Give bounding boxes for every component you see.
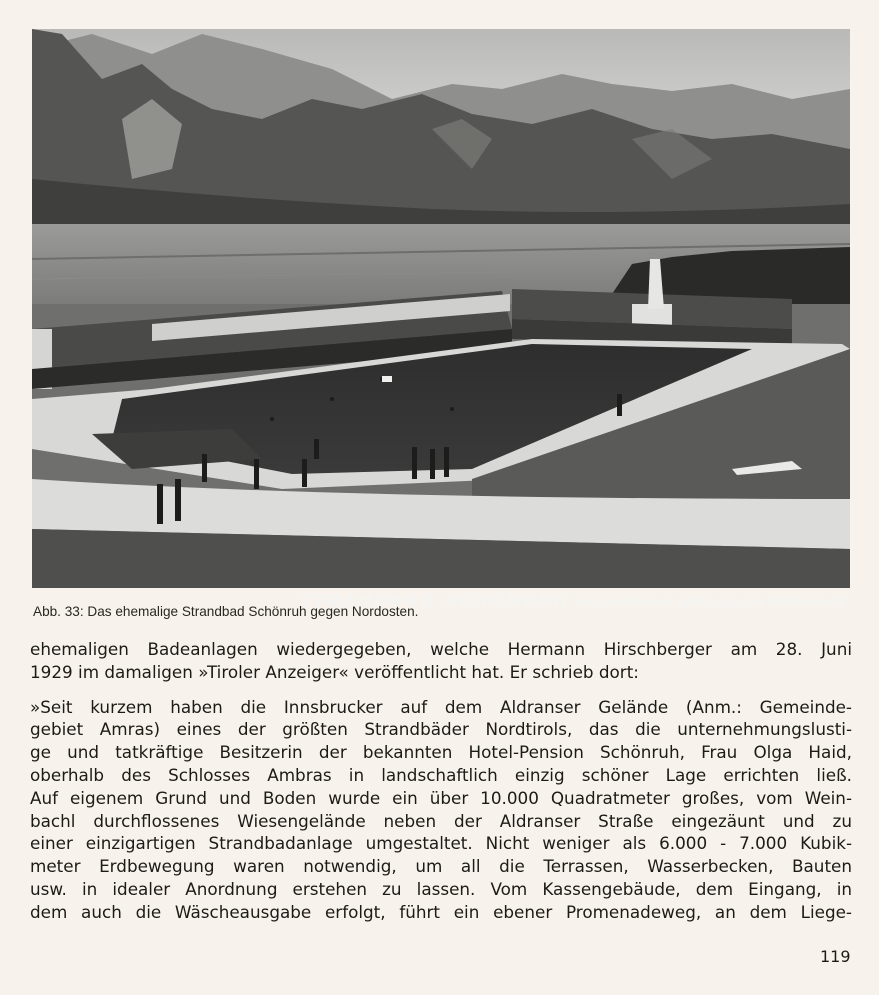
text-line: Auf eigenem Grund und Boden wurde ein über 10.000 Quadratmeter großes, vom Wein- xyxy=(30,787,852,808)
text-line: einer einzigartigen Strandbadanlage umgestaltet. Nicht weniger als 6.000 - 7.000 Kubik- xyxy=(30,833,852,854)
text-line: usw. in idealer Anordnung erstehen zu lassen. Vom Kassengebäude, dem Eingang, in xyxy=(30,878,852,899)
text-line: oberhalb des Schlosses Ambras in landschaftlich einzig schöner Lage errichten ließ. xyxy=(30,764,852,785)
text-line: dem auch die Wäscheausgabe erfolgt, führt ein ebener Promenadeweg, an dem Liege- xyxy=(30,901,852,922)
text-line: 1929 im damaligen »Tiroler Anzeiger« veröffentlicht hat. Er schrieb dort: xyxy=(30,661,639,682)
page-number: 119 xyxy=(820,947,851,966)
text-line: ehemaligen Badeanlagen wiedergegeben, welche Hermann Hirschberger am 28. Juni xyxy=(30,639,852,659)
photo-illustration xyxy=(32,29,850,588)
figure-caption: Abb. 33: Das ehemalige Strandbad Schönruh gegen Nordosten. xyxy=(33,604,419,619)
text-line: gebiet Amras) eines der größten Strandbäder Nordtirols, das die unternehmungslusti- xyxy=(30,719,852,740)
text-line: ge und tatkräftige Besitzerin der bekannten Hotel-Pension Schönruh, Frau Olga Haid, xyxy=(30,742,852,763)
paragraph-1 xyxy=(30,638,852,684)
text-line: »Seit kurzem haben die Innsbrucker auf dem Aldranser Gelände (Anm.: Gemeinde- xyxy=(30,696,852,717)
text-line: meter Erdbewegung waren notwendig, um all die Terrassen, Wasserbecken, Bauten xyxy=(30,856,852,877)
historic-photo-strandbad xyxy=(32,29,850,610)
photo-inscription-main: STRANDBAD SCHÖNRUH xyxy=(300,592,571,610)
text-line: bachl durchflossenes Wiesengelände neben der Aldranser Straße eingezäunt und zu xyxy=(30,810,852,831)
body-text xyxy=(30,638,852,924)
photo-inscription-rest: bei Innsbruck. Blick gegen Bettelwurf xyxy=(570,594,845,609)
paragraph-2 xyxy=(30,696,852,924)
